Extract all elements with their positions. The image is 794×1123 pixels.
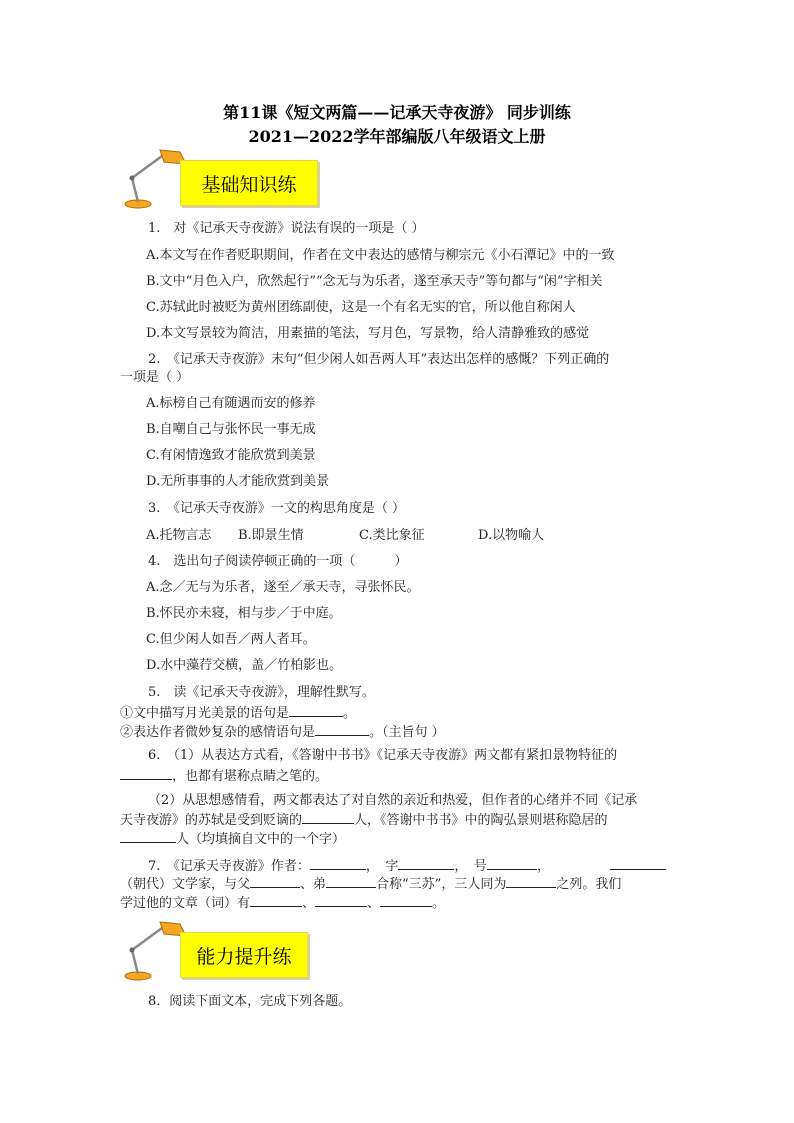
q2-stem-line2: 一项是（ ）: [120, 370, 190, 385]
q7-text-12: 。: [432, 896, 446, 911]
q7-blank-father[interactable]: [250, 874, 300, 888]
q6-part2-line2-end: 人，《答谢中书书》中的陶弘景则堪称隐居的: [354, 813, 608, 828]
q7-line1-tail: [610, 856, 666, 876]
q7-blank-group[interactable]: [506, 874, 556, 888]
q1-option-d: D.本文写景较为简洁，用素描的笔法，写月色，写景物，给人清静雅致的感觉: [146, 326, 590, 341]
q3-option-b: B.即景生情: [238, 528, 304, 543]
q2-option-a: A.标榜自己有随遇而安的修养: [146, 396, 316, 411]
q3-option-d: D.以物喻人: [478, 528, 545, 543]
q2-option-c: C.有闲情逸致才能欣赏到美景: [146, 448, 316, 463]
q7-text-7: 合称“三苏”，三人同为: [376, 877, 507, 892]
q7-text-2: ， 字: [365, 859, 399, 874]
q7-blank-work-3[interactable]: [380, 893, 432, 907]
q1-option-b: B.文中“月色入户，欣然起行”“念无与为乐者，遂至承天寺”等句都与“闲”字相关: [146, 274, 603, 289]
q7-text-3: ， 号: [454, 859, 487, 874]
q6-part1-line2-text: ，也都有堪称点睛之笔的。: [172, 769, 329, 784]
q5-blank-1[interactable]: [289, 703, 343, 717]
q7-text-10: 、: [302, 896, 316, 911]
q7-line2: [120, 874, 621, 894]
q5-blank-2[interactable]: [315, 722, 369, 736]
q7-blank-work-2[interactable]: [315, 893, 367, 907]
q7-text-5: （朝代）文学家，与父: [120, 877, 251, 892]
q6-blank-1[interactable]: [120, 766, 172, 780]
q7-text-8: 之列。我们: [556, 877, 622, 892]
q7-blank-name[interactable]: [310, 856, 366, 870]
q7-blank-courtesy-name[interactable]: [398, 856, 454, 870]
section-title-advanced: 能力提升练: [180, 932, 308, 978]
section-banner-basic: [120, 146, 330, 210]
q6-part1-line2: [120, 766, 328, 786]
q2-option-d: D.无所事事的人才能欣赏到美景: [146, 474, 330, 489]
q4-option-a: A.念／无与为乐者，遂至／承天寺，寻张怀民。: [146, 580, 420, 595]
q7-text-4: ，: [536, 859, 550, 874]
q7-blank-dynasty[interactable]: [610, 856, 666, 870]
q6-part2-line3-text: 人（均填摘自文中的一个字）: [176, 832, 346, 847]
q4-option-c: C.但少闲人如吾／两人者耳。: [146, 632, 316, 647]
page-title-line2: 2021—2022学年部编版八年级语文上册: [248, 127, 546, 146]
q8-stem: 8．阅读下面文本，完成下列各题。: [148, 994, 352, 1009]
q2-option-b: B.自嘲自己与张怀民一事无成: [146, 422, 316, 437]
q5-line1: [120, 703, 356, 723]
q5-line1-text: ①文中描写月光美景的语句是: [120, 706, 290, 721]
q7-text-9: 学过他的文章（词）有: [120, 896, 251, 911]
q7-text-11: 、: [367, 896, 381, 911]
q7-blank-brother[interactable]: [326, 874, 376, 888]
q3-option-c: C.类比象征: [359, 528, 425, 543]
q3-option-a: A.托物言志: [146, 528, 212, 543]
page-title-line1: 第11课《短文两篇——记承天寺夜游》 同步训练: [223, 103, 571, 122]
q1-option-c: C.苏轼此时被贬为黄州团练副使，这是一个有名无实的官，所以他自称闲人: [146, 300, 576, 315]
q6-part2-line3: [120, 829, 345, 849]
q2-stem-line1: 2. 《记承天寺夜游》末句“但少闲人如吾两人耳”表达出怎样的感慨？下列正确的: [148, 352, 610, 367]
section-title-basic: 基础知识练: [180, 160, 318, 206]
q7-text-1: 7. 《记承天寺夜游》作者：: [148, 859, 310, 874]
q4-option-b: B.怀民亦未寝，相与步／于中庭。: [146, 606, 342, 621]
q5-line1-end: 。: [343, 706, 357, 721]
q6-part2-line1: （2）从思想感情看，两文都表达了对自然的亲近和热爱，但作者的心绪并不同《记承: [148, 793, 638, 808]
q7-text-6: 、弟: [300, 877, 327, 892]
q5-line2-text: ②表达作者微妙复杂的感情语句是: [120, 725, 316, 740]
q7-line1: [148, 856, 550, 876]
q1-stem: 1. 对《记承天寺夜游》说法有误的一项是（ ）: [148, 221, 425, 236]
q6-part2-line2-text: 天寺夜游》的苏轼是受到贬谪的: [120, 813, 303, 828]
q6-part1-line1: 6. （1）从表达方式看，《答谢中书书》《记承天寺夜游》两文都有紧扣景物特征的: [148, 748, 618, 763]
q6-blank-3[interactable]: [120, 829, 176, 843]
q5-line2-end: 。（主旨句 ）: [369, 725, 445, 740]
q6-part2-line2: [120, 810, 608, 830]
q5-stem: 5. 读《记承天寺夜游》，理解性默写。: [148, 685, 375, 700]
section-banner-advanced: [120, 918, 330, 982]
q6-blank-2[interactable]: [302, 810, 354, 824]
q1-option-a: A.本文写在作者贬职期间，作者在文中表达的感情与柳宗元《小石潭记》中的一致: [146, 248, 615, 263]
q3-stem: 3. 《记承天寺夜游》一文的构思角度是（ ）: [148, 501, 406, 516]
q5-line2: [120, 722, 445, 742]
q4-stem: 4. 选出句子阅读停顿正确的一项（ ）: [148, 554, 408, 569]
q7-line3: [120, 893, 445, 913]
q7-blank-work-1[interactable]: [250, 893, 302, 907]
q7-blank-pseudonym[interactable]: [487, 856, 537, 870]
q4-option-d: D.水中藻荇交横，盖／竹柏影也。: [146, 658, 343, 673]
